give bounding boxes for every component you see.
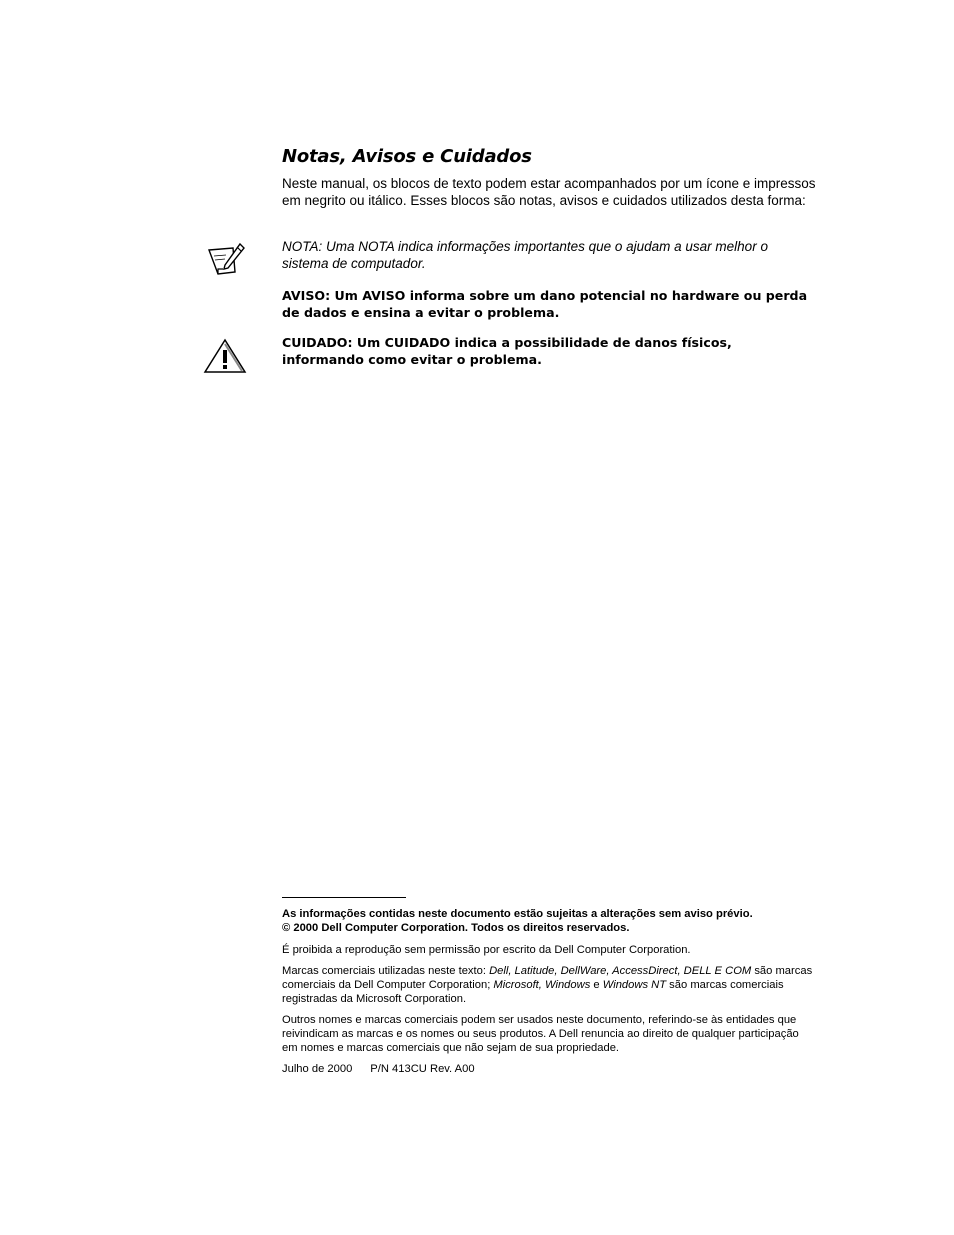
intro-paragraph: Neste manual, os blocos de texto podem estar acompanhados por um ícone e impressos em negrito ou itálico. Esses blocos são notas, avisos e cuidados utilizados desta forma:: [282, 176, 816, 208]
page-title: Notas, Avisos e Cuidados: [282, 146, 532, 167]
trademarks-suffix: são marcas comerciais registradas da Microsoft Corporation.: [282, 979, 784, 1005]
trademarks-and: e: [590, 979, 603, 991]
publication-date: Julho de 2000: [282, 1063, 353, 1075]
trademarks-notice: [282, 964, 817, 1006]
trademarks-windows-nt: Windows NT: [602, 979, 667, 991]
note-text: NOTA: Uma NOTA indica informações importantes que o ajudam a usar melhor o sistema de computador.: [282, 239, 768, 271]
footnote-divider: [282, 897, 406, 898]
reproduction-notice: É proibida a reprodução sem permissão por escrito da Dell Computer Corporation.: [282, 944, 691, 956]
note-pencil-icon: [206, 242, 246, 278]
legal-line-1: As informações contidas neste documento estão sujeitas a alterações sem aviso prévio.: [282, 908, 753, 920]
caution-triangle-icon: [203, 338, 247, 374]
other-trademarks-notice: Outros nomes e marcas comerciais podem ser usados neste documento, referindo-se às entidades que reivindicam as marcas e os nomes ou seus produtos. A Dell renuncia ao direito de qualquer participação em nomes e marcas comerciais que não sejam de sua propriedade.: [282, 1014, 799, 1054]
trademarks-prefix: Marcas comerciais utilizadas neste texto:: [282, 965, 490, 977]
cuidado-text: CUIDADO: Um CUIDADO indica a possibilidade de danos físicos, informando como evitar o problema.: [282, 335, 732, 367]
aviso-text: AVISO: Um AVISO informa sobre um dano potencial no hardware ou perda de dados e ensina a evitar o problema.: [282, 288, 808, 320]
part-number: P/N 413CU Rev. A00: [370, 1063, 475, 1075]
trademarks-microsoft: Microsoft, Windows: [493, 979, 591, 991]
publication-info: [282, 1062, 817, 1076]
trademarks-mid: são marcas comerciais da Dell Computer Corporation;: [282, 965, 813, 991]
legal-notice: [282, 907, 817, 935]
legal-line-2: © 2000 Dell Computer Corporation. Todos os direitos reservados.: [282, 922, 630, 934]
trademarks-dell: Dell, Latitude, DellWare, AccessDirect, DELL E COM: [489, 965, 752, 977]
